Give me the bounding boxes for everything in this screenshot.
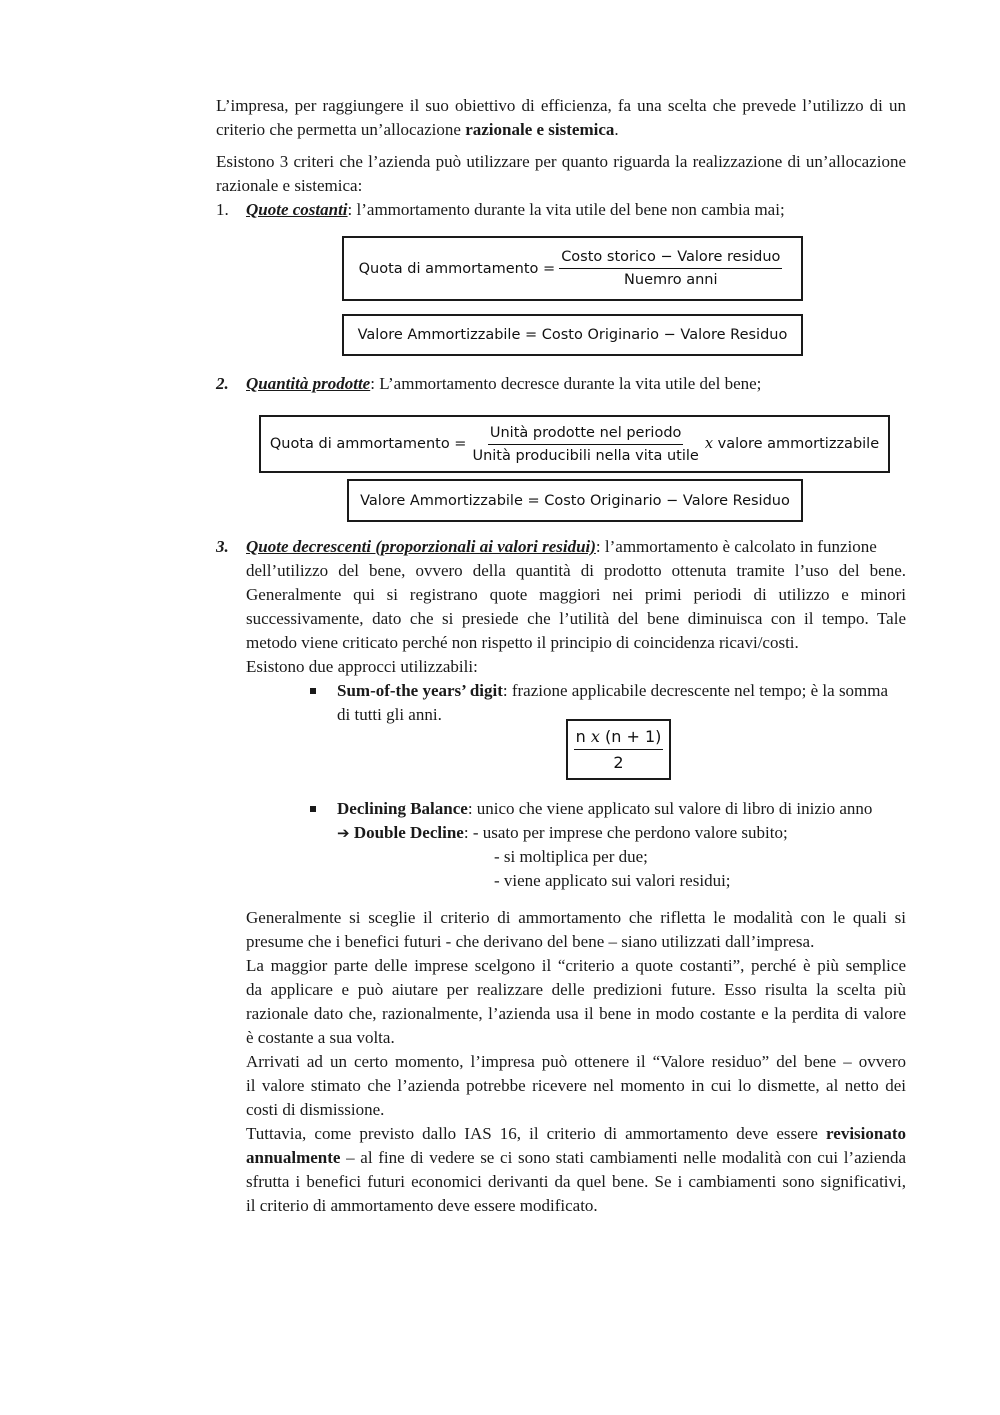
criteria-line-1: Esistono 3 criteri che l’azienda può utilizzare per quanto riguarda la realizzazione di un’allocazione — [216, 152, 906, 171]
item1-line — [246, 198, 785, 222]
formula-lhs: Quota di ammortamento = — [358, 260, 556, 277]
bullet1-title: Sum-of-the years’ digit — [337, 681, 503, 700]
item2-text: : L’ammortamento decresce durante la vita utile del bene; — [370, 374, 762, 393]
criteria-line-2: razionale e sistemica: — [216, 176, 363, 195]
item2-number: 2. — [216, 374, 229, 393]
item3-title: Quote decrescenti (proporzionali ai valori residui) — [246, 537, 596, 556]
bullet1-text: : frazione applicabile decrescente nel tempo; è la somma — [502, 681, 889, 700]
ias-text: – al fine di vedere se ci sono stati cambiamenti nelle modalità con cui l’azienda — [340, 1148, 906, 1167]
ias-text: Tuttavia, come previsto dallo IAS 16, il criterio di ammortamento deve essere — [246, 1124, 827, 1143]
fraction-denominator: 2 — [613, 753, 624, 772]
double-decline-text-2: - si moltiplica per due; — [494, 847, 648, 866]
ias-bold: annualmente — [246, 1148, 341, 1167]
ias-bold: revisionato — [826, 1124, 906, 1143]
ias-line-4: il criterio di ammortamento deve essere modificato. — [246, 1196, 598, 1215]
bullet2-line-1 — [337, 797, 872, 821]
bullet2-text: : unico che viene applicato sul valore di libro di inizio anno — [467, 799, 873, 818]
closing-line-6: è costante a sua volta. — [246, 1028, 395, 1047]
bullet1-line-2: di tutti gli anni. — [337, 705, 442, 724]
fraction-numerator: Costo storico − Valore residuo — [559, 249, 782, 269]
closing-line-1: Generalmente si sceglie il criterio di ammortamento che rifletta le modalità con le quali si — [246, 908, 906, 927]
item3-line-3: Generalmente qui si registrano quote maggiori nei primi periodi di utilizzo e minori — [246, 585, 906, 604]
bullet-square — [310, 806, 316, 812]
ias-line-3: sfrutta i benefici futuri economici derivanti da quel bene. Se i cambiamenti sono significativi, — [246, 1172, 906, 1191]
closing-line-9: costi di dismissione. — [246, 1100, 385, 1119]
formula-rhs: valore ammortizzabile — [717, 436, 880, 452]
n-symbol: n — [575, 727, 586, 746]
closing-line-3: La maggior parte delle imprese scelgono il “criterio a quote costanti”, perché è più semplice — [246, 956, 906, 975]
item3-line-4: successivamente, dato che si presiede che l’utilità del bene diminuisca con il tempo. Tale — [246, 609, 906, 628]
formula-valore-ammortizzabile-2: Valore Ammortizzabile = Costo Originario − Valore Residuo — [347, 479, 803, 522]
formula-quota-costanti — [342, 236, 803, 301]
n-plus-one: (n + 1) — [604, 727, 662, 746]
ias-line-2 — [246, 1146, 906, 1170]
item2-title: Quantità prodotte — [246, 374, 371, 393]
item3-line-2: dell’utilizzo del bene, ovvero della quantità di prodotto ottenuta tramite l’uso del bene. — [246, 561, 906, 580]
formula-sum-of-years — [566, 719, 671, 780]
arrow-right-icon: ➔ — [337, 824, 350, 842]
formula-fraction — [470, 425, 700, 464]
formula-quantita-prodotte — [259, 415, 890, 473]
double-decline-title: Double Decline — [353, 823, 464, 842]
bullet1-line-1 — [337, 679, 888, 703]
intro-line-1: L’impresa, per raggiungere il suo obiettivo di efficienza, fa una scelta che prevede l’utilizzo di un — [216, 96, 906, 115]
item1-title: Quote costanti — [246, 200, 348, 219]
intro-text: criterio che permetta un’allocazione — [216, 120, 466, 139]
double-decline-text-3: - viene applicato sui valori residui; — [494, 871, 731, 890]
approaches-intro: Esistono due approcci utilizzabili: — [246, 657, 478, 676]
times-symbol: x — [590, 727, 600, 746]
double-decline-text-1: : - usato per imprese che perdono valore subito; — [463, 823, 788, 842]
ias-line-1 — [246, 1122, 906, 1146]
closing-line-8: il valore stimato che l’azienda potrebbe ricevere nel momento in cui lo dismette, al netto dei — [246, 1076, 906, 1095]
fraction-denominator: Unità producibili nella vita utile — [472, 447, 699, 464]
item3-number: 3. — [216, 537, 229, 556]
closing-line-5: razionale dato che, razionalmente, l’azienda usa il bene in modo costante e la perdita di valore — [246, 1004, 906, 1023]
item3-line-5: metodo viene criticato perché non rispetto il principio di coincidenza ricavi/costi. — [246, 633, 799, 652]
intro-bold: razionale e sistemica — [465, 120, 615, 139]
closing-line-7: Arrivati ad un certo momento, l’impresa può ottenere il “Valore residuo” del bene – ovvero — [246, 1052, 906, 1071]
closing-line-4: da applicare e può aiutare per realizzare delle predizioni future. Esso risulta la scelta più — [246, 980, 906, 999]
fraction-numerator — [574, 727, 664, 750]
times-symbol: x — [704, 436, 713, 452]
item1-number: 1. — [216, 200, 229, 219]
item2-line — [246, 372, 761, 396]
formula-lhs: Quota di ammortamento = — [269, 436, 467, 452]
intro-period: . — [614, 120, 619, 139]
formula-valore-ammortizzabile-1: Valore Ammortizzabile = Costo Originario − Valore Residuo — [342, 314, 803, 356]
item3-text: : l’ammortamento è calcolato in funzione — [595, 537, 877, 556]
item1-text: : l’ammortamento durante la vita utile del bene non cambia mai; — [347, 200, 785, 219]
formula-fraction — [574, 727, 664, 772]
bullet-square — [310, 688, 316, 694]
fraction-denominator: Nuemro anni — [624, 272, 718, 288]
bullet2-title: Declining Balance — [337, 799, 468, 818]
item3-line-1 — [246, 535, 877, 559]
intro-line-2 — [216, 118, 619, 142]
closing-line-2: presume che i benefici futuri - che derivano del bene – siano utilizzati dall’impresa. — [246, 932, 815, 951]
fraction-numerator: Unità prodotte nel periodo — [488, 425, 684, 445]
bullet2-line-2 — [337, 821, 788, 845]
formula-fraction — [559, 249, 782, 288]
